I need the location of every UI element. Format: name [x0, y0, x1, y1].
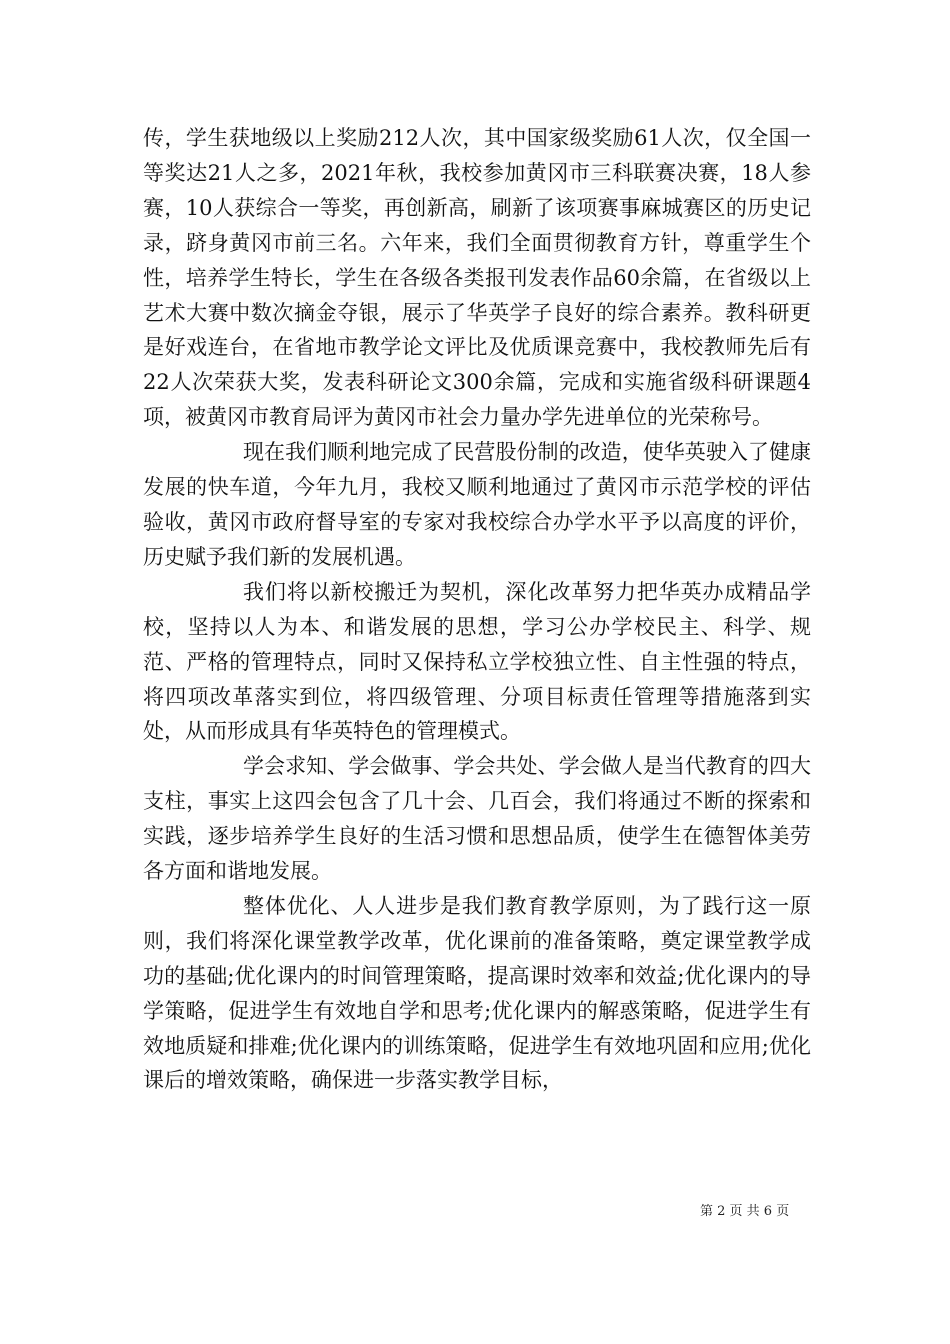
paragraph-4: 学会求知、学会做事、学会共处、学会做人是当代教育的四大支柱，事实上这四会包含了几十会、几百会，我们将通过不断的探索和实践，逐步培养学生良好的生活习惯和思想品质，使学生在德智体美劳各方面和谐地发展。: [143, 754, 811, 884]
paragraph-3: 我们将以新校搬迁为契机，深化改革努力把华英办成精品学校，坚持以人为本、和谐发展的思想，学习公办学校民主、科学、规范、严格的管理特点，同时又保持私立学校独立性、自主性强的特点，将四项改革落实到位，将四级管理、分项目标责任管理等措施落到实处，从而形成具有华英特色的管理模式。: [143, 579, 811, 744]
paragraph-2: 现在我们顺利地完成了民营股份制的改造，使华英驶入了健康发展的快车道，今年九月，我校又顺利地通过了黄冈市示范学校的评估验收，黄冈市政府督导室的专家对我校综合办学水平予以高度的评价，历史赋予我们新的发展机遇。: [143, 440, 811, 569]
paragraph-5: 整体优化、人人进步是我们教育教学原则，为了践行这一原则，我们将深化课堂教学改革，优化课前的准备策略，奠定课堂教学成功的基础;优化课内的时间管理策略，提高课时效率和效益;优化课内的导学策略，促进学生有效地自学和思考;优化课内的解惑策略，促进学生有效地质疑和排难;优化课内的训练策略，促进学生有效地巩固和应用;优化课后的增效策略，确保进一步落实教学目标，: [143, 893, 811, 1093]
page-number-footer: 第 2 页 共 6 页: [700, 1204, 790, 1219]
paragraph-1: 传，学生获地级以上奖励212人次，其中国家级奖励61人次，仅全国一等奖达21人之多，2021年秋，我校参加黄冈市三科联赛决赛，18人参赛，10人获综合一等奖，再创新高，刷新了该项赛事麻城赛区的历史记录，跻身黄冈市前三名。六年来，我们全面贯彻教育方针，尊重学生个性，培养学生特长，学生在各级各类报刊发表作品60余篇，在省级以上艺术大赛中数次摘金夺银，展示了华英学子良好的综合素养。教科研更是好戏连台，在省地市教学论文评比及优质课竞赛中，我校教师先后有22人次荣获大奖，发表科研论文300余篇，完成和实施省级科研课题4项，被黄冈市教育局评为黄冈市社会力量办学先进单位的光荣称号。: [143, 126, 811, 430]
body-text: [143, 121, 811, 1098]
